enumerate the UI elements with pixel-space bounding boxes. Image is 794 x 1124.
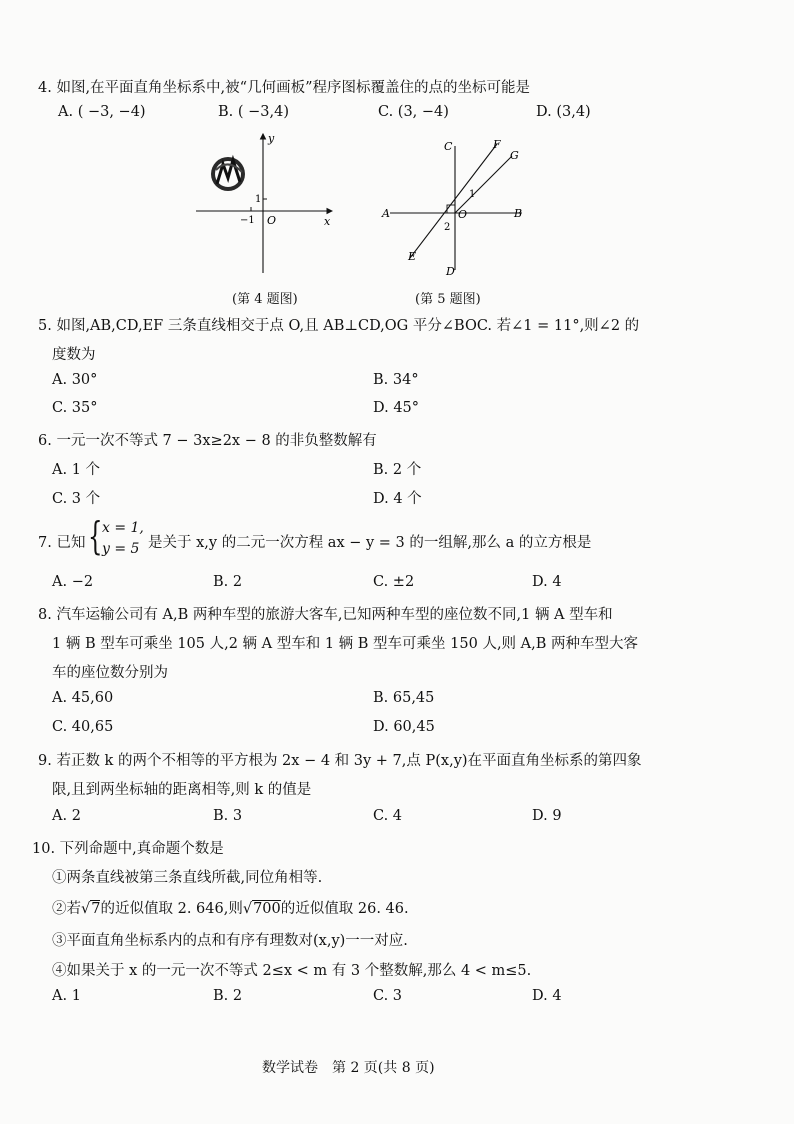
fig5-label-e: E [408,250,417,263]
q10-proposition-2 [52,897,409,918]
q10-stem: 10. 下列命题中,真命题个数是 [32,841,224,857]
q8-line2: 1 辆 B 型车可乘坐 105 人,2 辆 A 型车和 1 辆 B 型车可乘坐 150 人,则 A,B 两种车型大客 [52,636,639,652]
q9-line1: 9. 若正数 k 的两个不相等的平方根为 2x − 4 和 3y + 7,点 P(x,y)在平面直角坐标系的第四象 [38,753,642,769]
q10-p2-radicand-1: 7 [91,901,101,917]
q10-option-a: A. 1 [52,988,81,1004]
fig5-label-d: D [446,265,455,278]
q10-proposition-4: ④如果关于 x 的一元一次不等式 2≤x < m 有 3 个整数解,那么 4 < m≤5. [52,963,532,979]
q5-stem-line1: 5. 如图,AB,CD,EF 三条直线相交于点 O,且 AB⊥CD,OG 平分∠BOC. 若∠1 = 11°,则∠2 的 [38,318,640,334]
fig5-label-b: B [514,207,523,220]
q10-proposition-3: ③平面直角坐标系内的点和有序有理数对(x,y)一一对应. [52,933,408,949]
q5-option-b: B. 34° [373,372,419,388]
q9-option-c: C. 4 [373,808,403,824]
q7-suffix: 是关于 x,y 的二元一次方程 ax − y = 3 的一组解,那么 a 的立方根是 [148,535,592,551]
q9-option-a: A. 2 [52,808,81,824]
q5-option-d: D. 45° [373,400,420,416]
fig5-caption: (第 5 题图) [415,292,481,307]
q10-proposition-1: ①两条直线被第三条直线所截,同位角相等. [52,870,323,886]
fig5-label-f: F [493,138,501,151]
q5-option-c: C. 35° [52,400,98,416]
geometry-sketchpad-icon [211,157,245,191]
q9-option-d: D. 9 [532,808,562,824]
sqrt-sign: √ [81,901,91,917]
fig5-label-a: A [382,207,390,220]
q10-option-d: D. 4 [532,988,562,1004]
q7-option-a: A. −2 [52,574,94,590]
page-footer: 数学试卷 第 2 页(共 8 页) [262,1060,435,1076]
q6-option-d: D. 4 个 [373,491,422,507]
q4-stem: 4. 如图,在平面直角坐标系中,被“几何画板”程序图标覆盖住的点的坐标可能是 [38,80,530,96]
fig5-label-g: G [510,149,519,162]
q7-system-line2: y = 5 [102,541,140,557]
q7-option-d: D. 4 [532,574,562,590]
q5-option-a: A. 30° [52,372,98,388]
fig4-tick-y: 1 [255,194,262,205]
q8-line1: 8. 汽车运输公司有 A,B 两种车型的旅游大客车,已知两种车型的座位数不同,1 辆 A 型车和 [38,607,613,623]
q4-option-b: B. ( −3,4) [218,104,290,120]
q7-prefix: 7. 已知 [38,535,86,551]
q8-line3: 车的座位数分别为 [52,665,168,681]
q4-option-d: D. (3,4) [536,104,591,120]
fig5-label-c: C [444,140,453,153]
fig4-caption: (第 4 题图) [232,292,298,307]
q7-option-c: C. ±2 [373,574,415,590]
q10-p2-part-b: 的近似值取 2. 646,则 [100,901,243,917]
q10-p2-radicand-2: 700 [253,901,281,917]
q6-stem: 6. 一元一次不等式 7 − 3x≥2x − 8 的非负整数解有 [38,433,377,449]
q5-stem-line2: 度数为 [52,347,96,363]
q10-p2-part-a: ②若 [52,901,81,917]
q10-option-c: C. 3 [373,988,403,1004]
q4-option-a: A. ( −3, −4) [58,104,146,120]
q8-option-a: A. 45,60 [52,690,114,706]
q10-p2-part-c: 的近似值取 26. 46. [280,901,409,917]
q8-option-b: B. 65,45 [373,690,435,706]
fig5-angle-2: 2 [444,222,451,233]
q4-option-c: C. (3, −4) [378,104,449,120]
fig4-tick-x: −1 [240,215,255,226]
fig4-y-label: y [268,132,275,145]
q6-option-b: B. 2 个 [373,462,422,478]
figure-5-intersecting-lines [376,132,536,282]
q7-system-line1: x = 1, [102,520,144,536]
q7-option-b: B. 2 [213,574,243,590]
q9-option-b: B. 3 [213,808,243,824]
q10-option-b: B. 2 [213,988,243,1004]
fig4-x-label: x [324,215,331,228]
q7-brace: { [88,514,103,558]
sqrt-sign: √ [242,901,253,917]
q6-option-c: C. 3 个 [52,491,101,507]
fig5-label-o: O [458,208,468,221]
fig4-origin-label: O [267,214,277,227]
q8-option-d: D. 60,45 [373,719,435,735]
q6-option-a: A. 1 个 [52,462,101,478]
figure-4-coordinate-plane [190,128,340,278]
fig5-angle-1: 1 [469,189,476,200]
q7-system [102,518,144,560]
q8-option-c: C. 40,65 [52,719,114,735]
q9-line2: 限,且到两坐标轴的距离相等,则 k 的值是 [52,782,312,798]
